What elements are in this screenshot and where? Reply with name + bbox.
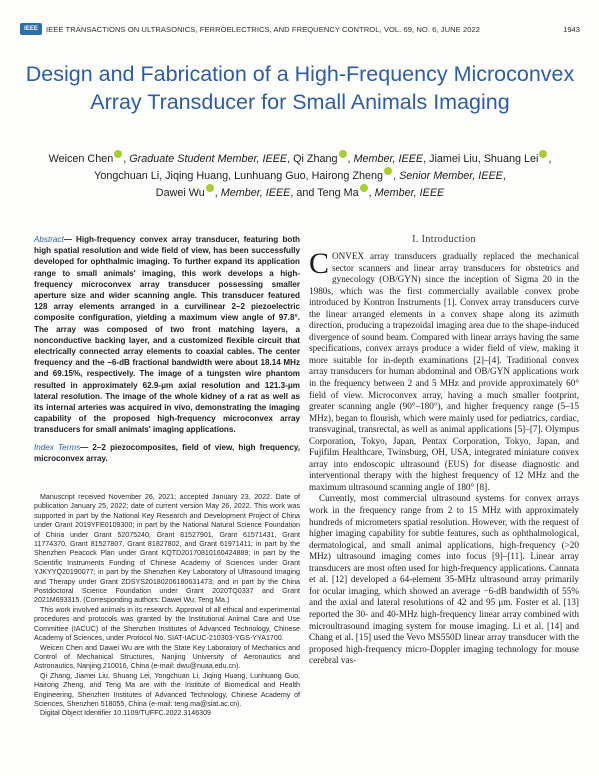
- abstract: [34, 234, 300, 436]
- introduction-body: [309, 247, 579, 667]
- index-terms-label: Index Terms: [34, 442, 81, 452]
- author-line-2: Yongchuan Li, Jiqing Huang, Lunhuang Guo, Hairong Zheng , Senior Member, IEEE,: [24, 167, 576, 184]
- footnote-affiliation-2: Qi Zhang, Jiamei Liu, Shuang Lei, Yongchuan Li, Jiqing Huang, Lunhuang Guo, Hairong Zheng, and Teng Ma are with the Institute of Biomedical and Health Engineering, Shenzhen Institutes of Advanced Technology, Chinese Academy of Sciences, Shenzhen 518055, China (e-mail: teng.ma@siat.ac.cn).: [34, 671, 300, 708]
- orcid-icon[interactable]: [360, 184, 368, 192]
- index-terms: [34, 442, 300, 464]
- orcid-icon[interactable]: [339, 150, 347, 158]
- section-heading: I. Introduction: [412, 234, 476, 245]
- intro-paragraph-2: Currently, most commercial ultrasound systems for convex arrays work in the frequency range from 2 to 15 MHz with approximately hundreds of micrometers spatial resolution. However, with the request of higher imaging capability for subtle features, such as ophthalmological, dermatological, and small animal applications, high-frequency (>20 MHz) ultrasound imaging comes into focus [9]–[11]. Linear array transducers are most often used for high-frequency applications. Cannata et al. [12] developed a 64-element 35-MHz ultrasound array primarily for ocular imaging, which showed an average −6-dB bandwidth of 55% and the axial and lateral resolutions of 42 and 95 μm. Foster et al. [13] reported the 30- and 40-MHz high-frequency linear array combined with microultrasound imaging system for mouse imaging. Li et al. [14] and Chang et al. [15] used the Vevo MS550D linear array transducer with the proposed high-frequency micro-Doppler imaging technology for mouse cerebral vas-: [309, 493, 579, 666]
- footnote-received: Manuscript received November 26, 2021; accepted January 23, 2022. Date of publication January 25, 2022; date of current version May 26, 2022. This work was supported in part by the National Key Research and Development Project of China under Grant 2019YFE0109300; in part by the National Natural Science Foundation of China under Grant 52075240, Grant 81527901, Grant 61571431, Grant 11774370, Grant 81527807, Grant 81827802, and Grant 61971411; in part by the Shenzhen Peacock Plan under Grant KQTD20170810160424889; in part by the Scientific Instruments Funding of Chinese Academy of Sciences under Grant YJKYYQ20190077; in part by the Shenzhen Key Laboratory of Ultrasound Imaging and Therapy under Grant ZDSYS20180206180631473; and in part by the China Postdoctoral Science Foundation under Grant 2020TQ0337 and Grant 2021M693315. (Corresponding authors: Dawei Wu; Teng Ma.): [34, 493, 300, 605]
- drop-cap: C: [309, 247, 330, 280]
- running-header: [20, 22, 580, 36]
- orcid-icon[interactable]: [384, 167, 392, 175]
- page-number: 1943: [563, 24, 580, 34]
- left-column: [34, 234, 300, 464]
- author-line-3: Dawei Wu , Member, IEEE, and Teng Ma , Member, IEEE: [24, 184, 576, 201]
- index-terms-text: — 2–2 piezocomposites, field of view, high frequency, microconvex array.: [34, 442, 300, 463]
- paper-title: Design and Fabrication of a High-Frequency Microconvex Array Transducer for Small Animals Imaging: [25, 62, 575, 114]
- orcid-icon[interactable]: [206, 184, 214, 192]
- right-column: [309, 234, 579, 667]
- doi[interactable]: Digital Object Identifier 10.1109/TUFFC.2022.3146309: [40, 709, 212, 718]
- abstract-text: — High-frequency convex array transducer, featuring both high spatial resolution and wide field of view, has been successfully developed for ophthalmic imaging. To further expand its application range to small animals' imaging, this work develops a high-frequency microconvex array transducer possessing smaller aperture size and wider scanning angle. This transducer featured 128 array elements arranged in a curvilinear 2–2 piezoelectric composite configuration, yielding a maximum view angle of 97.8°. The array was composed of two front matching layers, a nonconductive backing layer, and a customized flexible circuit that electrically connected array elements to coaxial cables. The center frequency and the −6-dB fractional bandwidth were about 18.14 MHz and 69.15%, respectively. The image of a tungsten wire phantom resulted in approximately 62.9-μm axial resolution and 121.3-μm lateral resolution. The image of the whole kidney of a rat as well as its internal arteries was acquired in vivo, demonstrating the imaging capability of the proposed high-frequency microconvex array transducers for small animals' imaging applications.: [34, 235, 300, 435]
- footnote-ethics: This work involved animals in its research. Approval of all ethical and experimental procedures and protocols was granted by the Institutional Animal Care and Use Committee (IACUC) of the Shenzhen Institutes of Advanced Technology, Chinese Academy of Sciences, under Protocol No. SIAT-IACUC-210303-YGS-YYA1700.: [34, 605, 300, 643]
- journal-name: IEEE TRANSACTIONS ON ULTRASONICS, FERROELECTRICS, AND FREQUENCY CONTROL, VOL. 69, NO. 6, JUNE 2022: [46, 24, 481, 34]
- author-line-1: Weicen Chen , Graduate Student Member, IEEE, Qi Zhang , Member, IEEE, Jiamei Liu, Shuang Lei ,: [24, 150, 576, 167]
- ieee-logo: IEEE: [20, 23, 42, 35]
- orcid-icon[interactable]: [114, 150, 122, 158]
- footnotes: [34, 493, 300, 719]
- footnote-affiliation-1: Weicen Chen and Dawei Wu are with the State Key Laboratory of Mechanics and Control of Mechanical Structures, Nanjing University of Aeronautics and Astronautics, Nanjing 210016, China (e-mail: dwu@nuaa.edu.cn).: [34, 643, 300, 671]
- author-list: [24, 150, 576, 201]
- abstract-label: Abstract: [34, 235, 64, 244]
- intro-paragraph-1: CONVEX array transducers gradually replaced the mechanical sector scanners and linear array transducers for obstetrics and gynecology (OB/GYN) since the inception of Sigma 20 in the 1980s, which was the first commercially available convex probe introduced by Kontron Instruments [1]. Convex array transducers curve the linear arranged elements in a convex shape along its azimuth direction, producing a trapezoidal imaging area due to the shape-induced divergence of sound beam. Compared with linear arrays having the same specifications, convex arrays produce a wider field of view, making it more suitable for in-depth examinations [2]–[4]. Traditional convex array transducers for human abdominal and OB/GYN applications work in the frequency between 2 and 5 MHz and provide approximately 60° field of view. Microconvex array, having a much smaller footprint, greater scanning angle (90°–180°), and higher frequency range (5–15 MHz), began to flourish, which were mainly used for pediatrics, cardiac, transvaginal, transrectal, as well as animal applications [5]–[7]. Olympus Corporation, Tokyo, Japan, Pentax Corporation, Tokyo, Japan, and Fujifilm Healthcare, Twinsburg, OH, USA, integrated miniature convex array into endoscopic ultrasound (EUS) for disease diagnostic and interventional therapy with the highest frequency of 12 MHz and the maximum ultrasound scanning angle of 180° [8].: [309, 247, 579, 492]
- orcid-icon[interactable]: [539, 150, 547, 158]
